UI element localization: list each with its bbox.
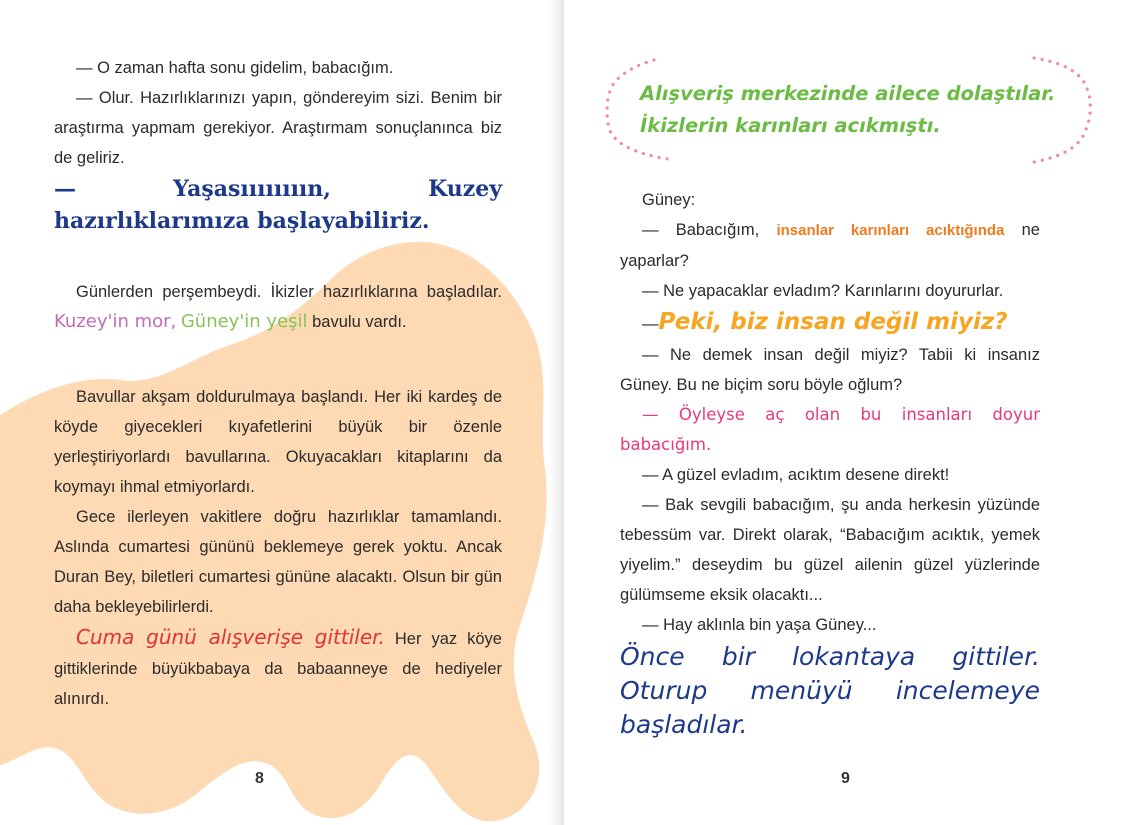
dialogue-line: — Hay aklınla bin yaşa Güney... xyxy=(642,616,877,634)
paragraph: — Olur. Hazırlıklarınızı yapın, göndereyim sizi. Benim bir araştırma yapmam gerekiyor. Araştırmam sonuçlanınca biz de geliriz. xyxy=(54,89,502,167)
purple-text: Kuzey'in mor, xyxy=(54,311,177,332)
page-number: 9 xyxy=(841,770,850,787)
highlight-blue-line xyxy=(54,173,502,237)
dialogue-line: — Ne demek insan değil miyiz? Tabii ki insanız Güney. Bu ne biçim soru böyle oğlum? xyxy=(620,346,1040,394)
dash: — xyxy=(642,315,659,333)
handwritten-navy-text: Önce bir lokantaya gittiler. Oturup menüyü incelemeye başladılar. xyxy=(620,642,1040,739)
dialogue-line xyxy=(620,215,1040,276)
dialogue-line: — A güzel evladım, acıktım desene direkt! xyxy=(642,466,950,484)
paragraph: Gece ilerleyen vakitlere doğru hazırlıklar tamamlandı. Aslında cumartesi gününü beklemeye gerek yoktu. Ancak Duran Bey, biletleri cumartesi gününe alacaktı. Olsun bir gün daha bekleyebilirlerdi. xyxy=(54,508,502,616)
text-run: Her yaz köye gittiklerinde büyükbabaya da babaanneye de hediyeler alınırdı. xyxy=(54,630,502,708)
text-run: — Babacığım, xyxy=(642,221,760,239)
page-number: 8 xyxy=(255,770,264,787)
paragraph xyxy=(54,277,502,337)
right-page-text xyxy=(620,185,1040,742)
dialogue-line: — Ne yapacaklar evladım? Karınlarını doyururlar. xyxy=(642,282,1004,300)
orange-bold-text: insanlar karınları acıktığında xyxy=(776,222,1005,239)
paragraph: — O zaman hafta sonu gidelim, babacığım. xyxy=(76,59,394,77)
orange-question-text: Peki, biz insan değil miyiz? xyxy=(658,309,1008,335)
red-text: Cuma günü alışverişe gittiler. xyxy=(76,625,385,649)
speaker-label: Güney: xyxy=(642,191,696,209)
magenta-dialogue-line: — Öyleyse aç olan bu insanları doyur babacığım. xyxy=(620,405,1040,454)
dash: — xyxy=(54,176,76,202)
text-run: Günlerden perşembeydi. İkizler hazırlıklarına başladılar. xyxy=(76,283,502,301)
paragraph xyxy=(54,622,502,714)
dialogue-line xyxy=(620,306,1040,340)
text-run: ne yaparlar? xyxy=(620,221,1040,270)
left-page-text xyxy=(54,53,502,714)
dialogue-line: — Bak sevgili babacığım, şu anda herkesin yüzünde tebessüm var. Direkt olarak, “Babacığım acıktık, yemek yiyelim.” deseydim bu güzel ailenin güzel yüzlerinde gülümseme eksik olacaktı... xyxy=(620,496,1040,604)
text-run: bavulu vardı. xyxy=(312,313,407,331)
shout-text: Yaşasıııııııın, Kuzey hazırlıklarımıza başlayabiliriz. xyxy=(54,176,502,234)
paragraph: Bavullar akşam doldurulmaya başlandı. Her iki kardeş de köyde giyecekleri kıyafetlerini büyük bir özenle yerleştiriyorlardı bavullarına. Okuyacakları kitaplarını da koymayı ihmal etmiyorlardı. xyxy=(54,388,502,496)
green-text: Güney'in yeşil xyxy=(180,311,308,332)
callout-text: Alışveriş merkezinde ailece dolaştılar. İkizlerin karınları acıkmıştı. xyxy=(640,82,1056,137)
